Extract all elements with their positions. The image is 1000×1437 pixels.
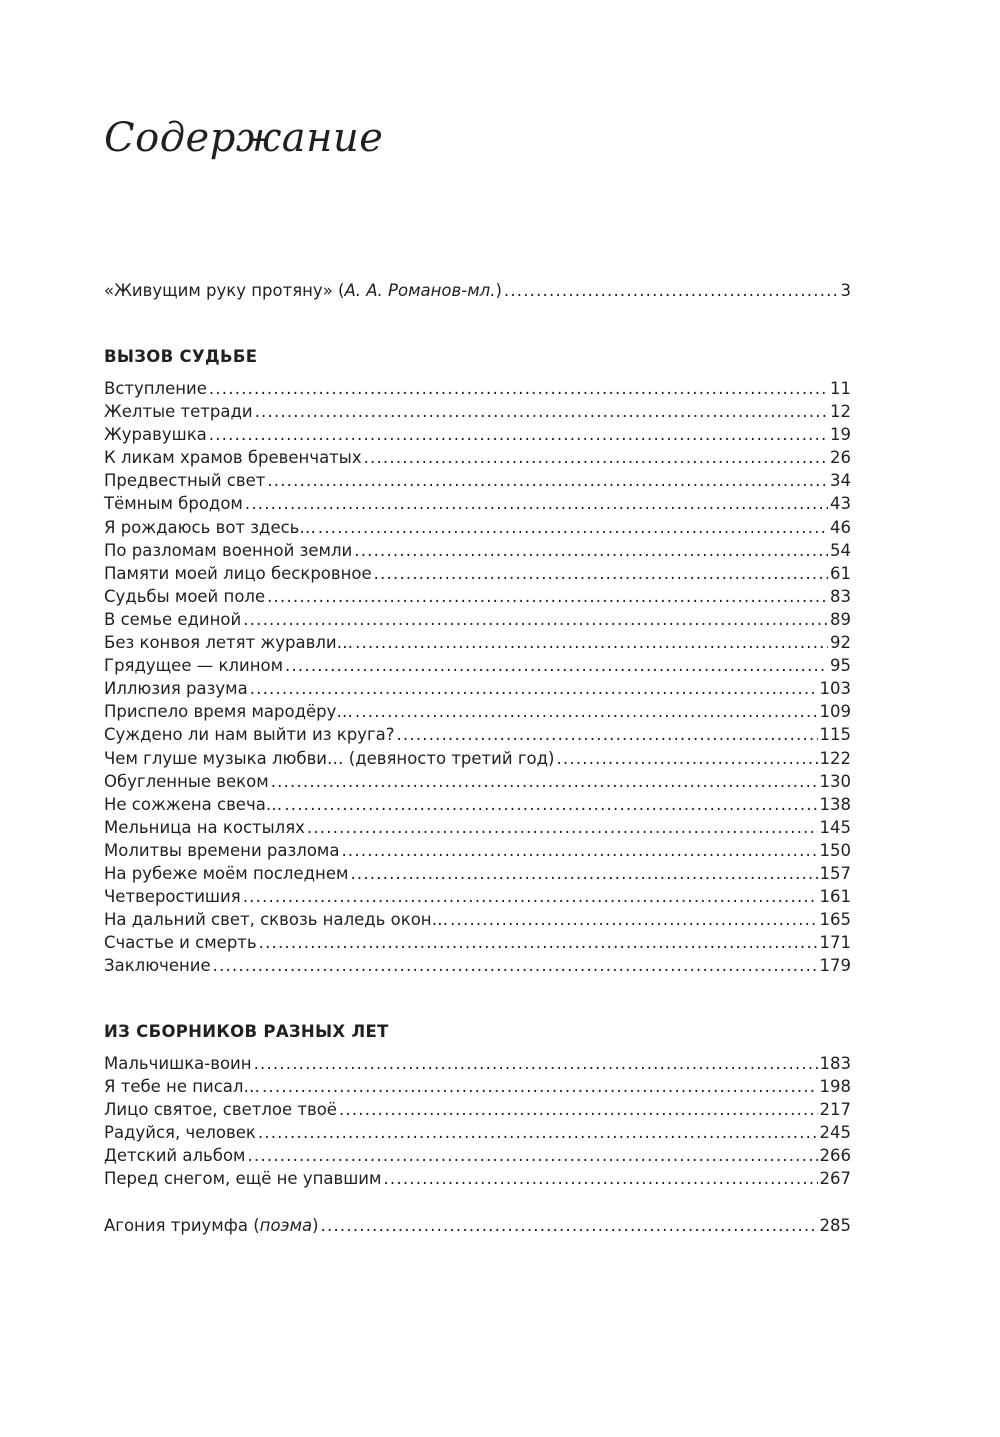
toc-entry-page: 145	[819, 817, 851, 837]
toc-entry-page: 183	[819, 1054, 851, 1073]
toc-entry-page: 12	[830, 402, 851, 422]
toc-entry-title: Обугленные веком	[104, 771, 269, 791]
toc-entry	[104, 492, 851, 515]
toc-entry-title: Заключение	[104, 956, 211, 976]
toc-entry	[104, 377, 851, 400]
toc-entry	[104, 400, 851, 423]
dot-leader	[318, 516, 828, 539]
dot-leader	[267, 469, 828, 492]
toc-entry-title: Детский альбом	[104, 1146, 246, 1166]
toc-entry-page: 165	[819, 910, 851, 930]
toc-entry-title: Лицо святое, светлое твоё	[104, 1100, 337, 1120]
toc-entry-title: Иллюзия разума	[104, 679, 248, 699]
dot-leader	[307, 816, 818, 839]
dot-leader	[258, 1121, 818, 1144]
toc-entry-intro	[104, 279, 851, 302]
toc-entry-page: 157	[819, 863, 851, 883]
dot-leader	[254, 1052, 818, 1075]
toc-entry-title: Тёмным бродом	[104, 494, 243, 514]
toc-entry-title: Радуйся, человек	[104, 1123, 256, 1143]
toc-entry-title: Счастье и смерть	[104, 933, 257, 953]
toc-entry-title: Мальчишка-воин	[104, 1054, 252, 1073]
toc-entry-title: Желтые тетради	[104, 402, 253, 422]
toc-entry-page: 3	[840, 281, 851, 300]
intro-author: А. А. Романов-мл.	[344, 281, 496, 300]
toc-entry	[104, 562, 851, 585]
toc-entry-page: 19	[830, 425, 851, 445]
toc-entry-page: 26	[830, 448, 851, 468]
toc-entry-page: 95	[830, 656, 851, 676]
toc-entry	[104, 469, 851, 492]
toc-entry-page: 92	[830, 633, 851, 653]
toc-entry-page: 34	[830, 471, 851, 491]
dot-leader	[243, 885, 818, 908]
dot-leader	[374, 562, 828, 585]
toc-entry-title: Мельница на костылях	[104, 817, 305, 837]
toc-entry-page: 115	[819, 725, 851, 745]
toc-entry	[104, 1098, 851, 1121]
dot-leader	[321, 1214, 818, 1237]
toc-entry	[104, 747, 851, 770]
toc-entry	[104, 585, 851, 608]
dot-leader	[383, 1167, 817, 1190]
toc-entry	[104, 1121, 851, 1144]
toc-entry-page: 171	[819, 933, 851, 953]
toc-entry-title	[104, 1214, 319, 1237]
intro-title-text: «Живущим руку протяну» (	[104, 281, 345, 300]
dot-leader	[354, 539, 828, 562]
dot-leader	[556, 747, 817, 770]
dot-leader	[355, 631, 828, 654]
toc-entry-title: Судьбы моей поле	[104, 586, 266, 606]
toc-entry-page: 43	[830, 494, 851, 514]
dot-leader	[209, 423, 828, 446]
dot-leader	[355, 700, 818, 723]
toc-entry-page: 161	[819, 887, 851, 907]
toc-entry	[104, 539, 851, 562]
final-title-close: )	[312, 1216, 319, 1235]
toc-entry	[104, 608, 851, 631]
toc-entry-title: К ликам храмов бревенчатых	[104, 448, 362, 468]
toc-entry	[104, 631, 851, 654]
dot-leader	[271, 770, 818, 793]
toc-entry-page: 150	[819, 840, 851, 860]
dot-leader	[259, 931, 818, 954]
toc-entry	[104, 954, 851, 977]
toc-entry-title: По разломам военной земли	[104, 540, 353, 560]
toc-entry-page: 103	[819, 679, 851, 699]
toc-entry-page: 179	[819, 956, 851, 976]
toc-entry-page: 89	[830, 609, 851, 629]
toc-entry	[104, 931, 851, 954]
toc-entry	[104, 1167, 851, 1190]
toc-entry-title: Перед снегом, ещё не упавшим	[104, 1169, 382, 1189]
dot-leader	[396, 723, 817, 746]
dot-leader	[364, 446, 828, 469]
toc-entry	[104, 446, 851, 469]
toc-entry	[104, 1052, 851, 1075]
toc-entry-title: Я тебе не писал…	[104, 1077, 260, 1097]
dot-leader	[339, 1098, 818, 1121]
toc-entry-page: 109	[819, 702, 851, 722]
toc-entry	[104, 1075, 851, 1098]
toc-entry	[104, 816, 851, 839]
toc-entry-title: Без конвоя летят журавли…	[104, 633, 354, 653]
final-note: поэма	[259, 1216, 313, 1235]
intro-title-close: )	[495, 281, 502, 300]
dot-leader	[255, 400, 828, 423]
toc-entry-title: Памяти моей лицо бескровное	[104, 563, 372, 583]
section-heading-1: ВЫЗОВ СУДЬБЕ	[104, 347, 258, 366]
toc-entry-title: Грядущее — клином	[104, 656, 284, 676]
toc-entry-page: 266	[819, 1146, 851, 1166]
toc-entry	[104, 908, 851, 931]
toc-entry-page: 217	[819, 1100, 851, 1120]
dot-leader	[247, 1144, 817, 1167]
section-1-entries	[104, 377, 851, 977]
toc-entry-title: Чем глуше музыка любви… (девяносто третий год)	[104, 748, 555, 768]
section-heading-2: ИЗ СБОРНИКОВ РАЗНЫХ ЛЕТ	[104, 1022, 389, 1041]
toc-entry-title: На рубеже моём последнем	[104, 863, 349, 883]
toc-entry-page: 83	[830, 586, 851, 606]
toc-entry-title: Предвестный свет	[104, 471, 266, 491]
toc-entry-title: Не сожжена свеча…	[104, 794, 283, 814]
dot-leader	[504, 279, 839, 302]
section-2-entries	[104, 1052, 851, 1191]
toc-entry	[104, 516, 851, 539]
dot-leader	[262, 1075, 818, 1098]
toc-entry-page: 198	[819, 1077, 851, 1097]
toc-entry-page: 138	[819, 794, 851, 814]
toc-entry-title: Вступление	[104, 379, 207, 398]
dot-leader	[213, 954, 818, 977]
dot-leader	[209, 377, 828, 400]
final-title-text: Агония триумфа (	[104, 1216, 260, 1235]
toc-entry-title: На дальний свет, сквозь наледь окон…	[104, 910, 449, 930]
toc-entry	[104, 723, 851, 746]
toc-entry-title	[104, 279, 502, 302]
toc-entry-page: 285	[819, 1216, 851, 1235]
toc-entry-page: 130	[819, 771, 851, 791]
toc-entry-title: В семье единой	[104, 609, 242, 629]
toc-entry	[104, 700, 851, 723]
toc-entry-page: 46	[830, 517, 851, 537]
toc-entry-final	[104, 1214, 851, 1237]
toc-entry	[104, 654, 851, 677]
toc-entry-page: 54	[830, 540, 851, 560]
dot-leader	[284, 793, 817, 816]
toc-entry-page: 11	[830, 379, 851, 398]
page-title: Содержание	[104, 115, 384, 161]
dot-leader	[341, 839, 817, 862]
dot-leader	[250, 677, 818, 700]
dot-leader	[245, 492, 828, 515]
toc-entry-title: Четверостишия	[104, 887, 241, 907]
toc-entry	[104, 839, 851, 862]
dot-leader	[243, 608, 828, 631]
toc-entry	[104, 885, 851, 908]
toc-entry-page: 61	[830, 563, 851, 583]
toc-entry	[104, 1144, 851, 1167]
toc-entry	[104, 423, 851, 446]
dot-leader	[285, 654, 828, 677]
toc-entry-title: Журавушка	[104, 425, 207, 445]
toc-entry-title: Приспело время мародёру…	[104, 702, 353, 722]
toc-entry-page: 122	[819, 748, 851, 768]
toc-entry-title: Молитвы времени разлома	[104, 840, 340, 860]
dot-leader	[267, 585, 828, 608]
toc-entry-title: Суждено ли нам выйти из круга?	[104, 725, 395, 745]
toc-entry	[104, 770, 851, 793]
dot-leader	[350, 862, 817, 885]
toc-entry	[104, 793, 851, 816]
toc-entry-title: Я рождаюсь вот здесь…	[104, 517, 316, 537]
dot-leader	[450, 908, 817, 931]
toc-entry-page: 267	[819, 1169, 851, 1189]
toc-entry-page: 245	[819, 1123, 851, 1143]
toc-entry	[104, 677, 851, 700]
toc-entry	[104, 862, 851, 885]
